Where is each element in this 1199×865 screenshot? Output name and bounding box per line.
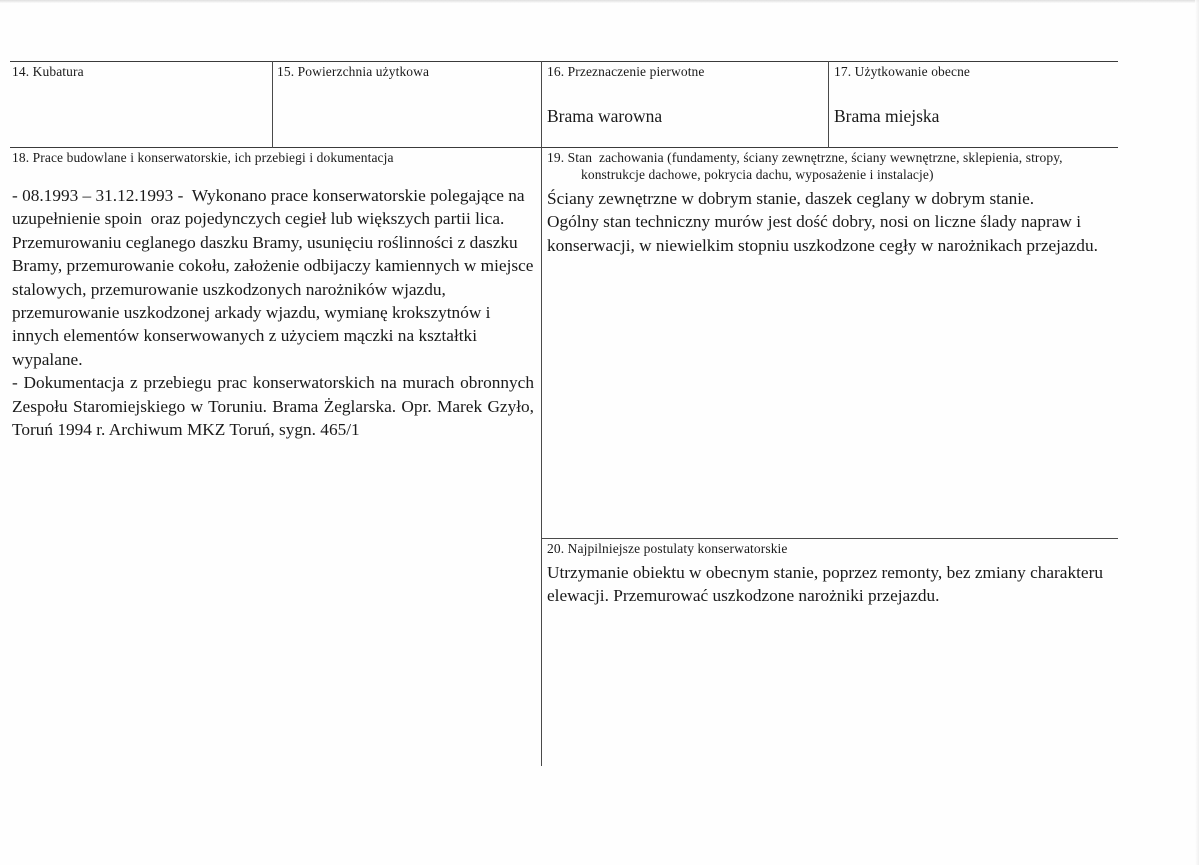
table-rule-top bbox=[10, 61, 1118, 62]
field-16-przeznaczenie-pierwotne bbox=[547, 64, 823, 146]
table-divider-16-17 bbox=[828, 61, 829, 148]
field-14-label: 14. Kubatura bbox=[12, 64, 84, 79]
field-17-label: 17. Użytkowanie obecne bbox=[834, 64, 971, 79]
field-17-uzytkowanie-obecne bbox=[834, 64, 1114, 146]
field-20-label: 20. Najpilniejsze postulaty konserwatorskie bbox=[547, 541, 788, 556]
scan-edge-top bbox=[0, 0, 1199, 3]
field-19-paragraph-2[interactable]: Ogólny stan techniczny murów jest dość dobry, nosi on liczne ślady napraw i konserwacji, w niewielkim stopniu uszkodzone cegły w narożnikach przejazdu. bbox=[547, 212, 1098, 255]
table-rule-mid bbox=[10, 147, 1118, 148]
field-20-paragraph-1[interactable]: Utrzymanie obiektu w obecnym stanie, poprzez remonty, bez zmiany charakteru elewacji. Przemurować uszkodzone narożniki przejazdu. bbox=[547, 562, 1108, 606]
table-divider-14-15 bbox=[272, 61, 273, 148]
table-divider-18-19 bbox=[541, 61, 542, 766]
field-17-value[interactable]: Brama miejska bbox=[834, 105, 940, 126]
field-18-prace-budowlane bbox=[12, 150, 539, 760]
field-19-paragraph-1[interactable]: Ściany zewnętrzne w dobrym stanie, daszek ceglany w dobrym stanie. bbox=[547, 188, 1035, 208]
field-19-stan-zachowania bbox=[547, 150, 1119, 530]
field-19-label-line-2: konstrukcje dachowe, pokrycia dachu, wyposażenie i instalacje) bbox=[581, 166, 934, 182]
field-14-kubatura bbox=[12, 64, 267, 146]
table-rule-field20-top bbox=[541, 538, 1118, 539]
field-18-paragraph-2[interactable]: - Dokumentacja z przebiegu prac konserwatorskich na murach obronnych Zespołu Staromiejskiego w Toruniu. Brama Żeglarska. Opr. Marek Gzyło, Toruń 1994 r. Archiwum MKZ Toruń, sygn. 465/1 bbox=[12, 373, 539, 440]
field-15-powierzchnia-uzytkowa bbox=[277, 64, 535, 146]
field-16-value[interactable]: Brama warowna bbox=[547, 105, 663, 126]
scan-edge-right bbox=[1195, 0, 1199, 865]
field-18-label: 18. Prace budowlane i konserwatorskie, ich przebiegi i dokumentacja bbox=[12, 150, 394, 165]
field-19-label-line-1: 19. Stan zachowania (fundamenty, ściany zewnętrzne, ściany wewnętrzne, sklepienia, stropy, bbox=[547, 150, 1063, 165]
field-15-label: 15. Powierzchnia użytkowa bbox=[277, 64, 430, 79]
field-16-label: 16. Przeznaczenie pierwotne bbox=[547, 64, 705, 79]
field-18-paragraph-1[interactable]: - 08.1993 – 31.12.1993 - Wykonano prace konserwatorskie polegające na uzupełnienie spoin oraz pojedynczych cegieł lub większych partii lica. Przemurowaniu ceglanego daszku Bramy, usunięciu roślinności z daszku Bramy, przemurowanie cokołu, założenie odbijaczy kamiennych w miejsce stalowych, przemurowanie uszkodzonych narożników wjazdu, przemurowanie uszkodzonej arkady wjazdu, wymianę krokszytnów i innych elementów konserwowanych z użyciem mączki na kształtki wypalane. bbox=[12, 185, 538, 369]
field-20-najpilniejsze-postulaty bbox=[547, 541, 1119, 761]
